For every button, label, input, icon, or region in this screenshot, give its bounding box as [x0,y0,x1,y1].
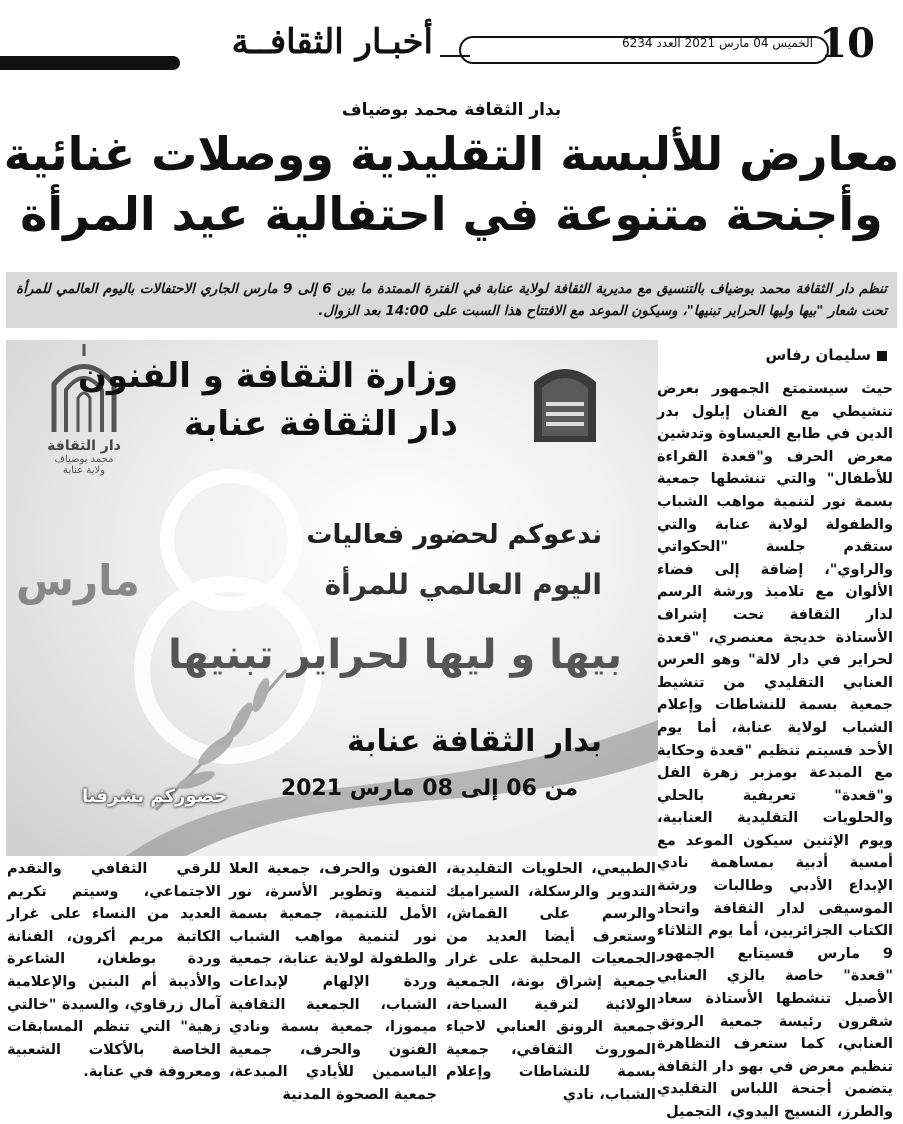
section-title: أخبـار الثقافــة [231,22,433,62]
poster-honor: حضوركم يشرفنا [82,786,228,807]
author [766,346,888,364]
poster-venue: بدار الثقافة عنابة [347,724,602,759]
page-number: 10 [819,20,875,67]
issue-date: الخميس 04 مارس 2021 العدد 6234 [621,36,813,50]
masthead-divider [440,55,470,57]
headline-line-1: معارض للألبسة التقليدية ووصلات غنائية [3,127,900,181]
lead-paragraph: تنظم دار الثقافة محمد بوضياف بالتنسيق مع مديرية الثقافة لولاية عنابة في الفترة الممتدة ما بين 6 إلى 9 مارس الجاري الاحتفالات باليوم العالمي للمرأة تحت شعار "بيها وليها الحراير تبنيها"، وسيكون الموعد مع الافتتاح هذا السبت على 14:00 بعد الزوال. [6,272,897,328]
article-column-bottom-1: الطبيعي، الحلويات التقليدية، التدوير والرسكلة، السيراميك والرسم على القماش، وستعرف أيضا العديد من الجمعيات المحلية على غرار جمعية إشراق بونة، الجمعية الولائية لترقية السياحة، جمعية الرونق العنابي لاحياء الموروث الثقافي، جمعية بسمة للنشاطات وإعلام الشباب، نادي [446,861,656,1103]
article-column-bottom-2: الفنون والحرف، جمعية العلا لتنمية وتطوير الأسرة، نور الأمل للتنمية، جمعية بسمة نور لتنمية مواهب الشباب والطفولة لولاية عنابة، جمعية وردة الإلهام لإبداعات الشباب، الجمعية الثقافية ميموزا، جمعية بسمة ونادي الفنون والحرف، جمعية الياسمين للأيادي المبدعة، جمعية الصحوة المدنية [229,861,437,1103]
poster-invite: ندعوكم لحضور فعاليات [306,520,602,550]
square-bullet-icon [877,351,887,361]
poster-event: اليوم العالمي للمرأة [324,568,602,601]
masthead-bar [0,56,180,70]
logo-title: دار الثقافة [47,438,121,454]
author-name: سليمان رفاس [765,346,871,364]
poster-dates: من 06 إلى 08 مارس 2021 [280,776,578,801]
logo-sub-1: محمد بوضياف [54,454,114,465]
byline: بدار الثقافة محمد بوضياف [341,100,562,120]
article-column-bottom-3: للرقي الثقافي والتقدم الاجتماعي، وسيتم تكريم العديد من النساء على غرار الكاتبة مريم أكرون، الفنانة وردة بوطغان، الشاعرة والأديبة أم البنين والإعلامية آمال زرقاوي، والسيدة "خالتي زهية" التي تنظم المسابقات الخاصة بالأكلات الشعبية ومعروفة في عنابة. [7,861,221,1081]
headline-line-2: وأجنحة متنوعة في احتفالية عيد المرأة [20,187,883,241]
ministry-emblem-icon [528,362,602,442]
poster-slogan: بيها و ليها لحراير تبنيها [168,632,622,678]
logo-sub-2: ولاية عنابة [62,465,106,476]
event-poster [6,340,658,856]
poster-march: مارس [16,556,140,605]
article-column-right: حيث سيستمتع الجمهور بعرض تنشيطي مع الفنان إيلول بدر الدين في طابع العيساوة وتدشين معرض الحرف و"قعدة القراءة للأطفال" والتي تنشطها جمعية بسمة نور لتنمية مواهب الشباب والطفولة لولاية عنابة والتي ستقدم جلسة "الحكواتي والراوي"، إضافة إلى فضاء الألوان مع تلاميذ ورشة الرسم لدار الثقافة تحت إشراف الأستاذة خديجة معنصري، "قعدة لحراير في دار لالة" وهو العرس العنابي التقليدي من تنشيط جمعية بسمة للنشاطات وإعلام الشباب لولاية عنابة، أما يوم الأحد فسيتم تنظيم "قعدة وحكاية مع المبدعة بومزبر زهرة الفل و"قعدة" تعريفية بالحلي والحلويات التقليدية العنابية، ويوم الإثنين سيكون الموعد مع أمسية أدبية بمساهمة نادي الإبداع الأدبي وطالبات ورشة الموسيقى لدار الثقافة واتحاد الكتاب الجزائريين، أما يوم الثلاثاء 9 مارس فسيتابع الجمهور "قعدة" خاصة بالزي العنابي الأصيل تنشطها الأستاذة سعاد شقرون رئيسة جمعية الرونق العنابي، كما ستعرف التظاهرة تنظيم معرض في بهو دار الثقافة يتضمن أجنحة اللباس التقليدي والطرز، النسيج اليدوي، التجميل [657,381,893,1120]
headline [0,124,903,244]
masthead [0,10,903,80]
poster-house-title: دار الثقافة عنابة [183,404,458,444]
poster-ministry: وزارة الثقافة و الفنون [77,356,458,396]
